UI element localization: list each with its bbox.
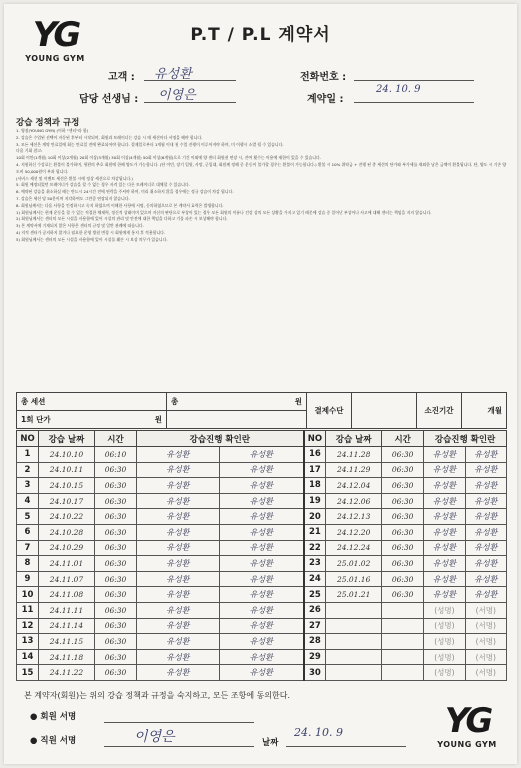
- session-no: 30: [304, 665, 326, 681]
- trainer-signature: 유성환: [219, 462, 303, 478]
- policy-item: 10회 이만(1개월) 10회 이상(2개월) 20회 이상(3개월) 30회 이상(4개월) 50회 이상(6개월)으로 기간 이외에 양 센터 회원권 연장 시, 잔여 횟수는 이용에 제한이 있을 수 있습니다.: [16, 155, 321, 161]
- customer-value: 유성환: [154, 67, 192, 82]
- session-date: 24.11.08: [39, 587, 95, 603]
- session-date: 24.11.15: [39, 634, 95, 650]
- session-time: [382, 649, 424, 665]
- date-line: [286, 746, 406, 747]
- trainer-label: 담당 선생님 :: [79, 94, 139, 105]
- member-signature: (성명): [424, 602, 465, 618]
- session-date: 24.11.22: [39, 665, 95, 681]
- member-signature: (성명): [424, 649, 465, 665]
- member-signature: 유성환: [424, 478, 465, 494]
- policy-text: [16, 128, 508, 244]
- member-signature: (성명): [424, 618, 465, 634]
- trainer-signature: 유성환: [219, 649, 303, 665]
- session-no: 6: [17, 524, 39, 540]
- phone-line: [354, 80, 474, 81]
- session-time: 06:30: [382, 478, 424, 494]
- total-price-cell: [167, 393, 307, 411]
- header-date-right: 강습 날짜: [326, 431, 382, 447]
- trainer-signature: (서명): [465, 649, 506, 665]
- period-months-unit: 개월: [462, 393, 507, 429]
- member-signature: 유성환: [137, 571, 220, 587]
- policy-item: (서비스 세션 및 이벤트 세션은 환불 시에 정상 세션으로 차감됩니다.): [16, 175, 133, 181]
- session-no: 7: [17, 540, 39, 556]
- trainer-signature: 유성환: [465, 447, 506, 463]
- session-date: 24.10.22: [39, 509, 95, 525]
- session-time: 06:30: [95, 509, 137, 525]
- session-date: 24.12.06: [326, 493, 382, 509]
- footer-brand-logo: [434, 701, 500, 749]
- table-row: [17, 602, 507, 618]
- member-signature: 유성환: [137, 587, 220, 603]
- session-date: 24.10.17: [39, 493, 95, 509]
- header-date-left: 강습 날짜: [39, 431, 95, 447]
- policy-item: 2. 강습은 수업된 선택이 자동된 후부터 시작되며, 회원과 트레이너는 강습 시 매 세션마다 서명을 해야 합니다.: [16, 134, 203, 140]
- member-sign-line: [104, 722, 254, 723]
- session-time: 06:30: [95, 540, 137, 556]
- member-signature: 유성환: [137, 618, 220, 634]
- session-time: 06:30: [95, 602, 137, 618]
- session-no: 24: [304, 571, 326, 587]
- table-row: [17, 587, 507, 603]
- session-time: [382, 634, 424, 650]
- period-label: 소진기간: [417, 393, 462, 429]
- member-signature: 유성환: [424, 493, 465, 509]
- session-time: 06:30: [95, 524, 137, 540]
- session-time: 06:30: [382, 556, 424, 572]
- trainer-signature: 유성환: [219, 540, 303, 556]
- session-no: 18: [304, 478, 326, 494]
- session-time: 06:30: [95, 493, 137, 509]
- policy-item: 1. 영짐(YOUNG GYM) (이하 "센터"라 함): [16, 128, 89, 133]
- table-row: [17, 665, 507, 681]
- trainer-signature: 유성환: [465, 493, 506, 509]
- session-time: 06:30: [95, 571, 137, 587]
- session-no: 15: [17, 665, 39, 681]
- trainer-signature: (서명): [465, 665, 506, 681]
- header-no-left: NO: [17, 431, 39, 447]
- session-no: 23: [304, 556, 326, 572]
- policy-item: 7. 강습은 세션 당 50분이며 지각하여도 그만큼 연장되지 않습니다.: [16, 195, 130, 201]
- session-time: 06:30: [382, 447, 424, 463]
- table-row: [17, 634, 507, 650]
- member-signature: 유성환: [137, 602, 220, 618]
- session-no: 4: [17, 493, 39, 509]
- policy-item: 1) 회원님께서는 현재 운동을 할 수 있는 적절한 체제력, 정신적 상태이며 있으며 자신의 판단으로 부상이 있는 경우 모든 회원의 이유나 건강 상의 모든 상황을 가지고 있기 때문에 강습 중 일어난 부상이나 사고에 대해 센터는 책임을 지지 않습니다.: [16, 209, 432, 215]
- staff-sign-line: [104, 746, 254, 747]
- session-date: [326, 665, 382, 681]
- policy-item: 5) 회원님께서는 센터의 모든 시설을 사용함에 있어 시설물 훼손 시 보상 의무가 있습니다.: [16, 236, 168, 242]
- table-row: [17, 649, 507, 665]
- member-signature: 유성환: [137, 540, 220, 556]
- session-date: 24.10.15: [39, 478, 95, 494]
- session-time: 06:30: [95, 649, 137, 665]
- session-date: 24.11.11: [39, 602, 95, 618]
- session-no: 12: [17, 618, 39, 634]
- payment-method-label: 결제수단: [307, 393, 352, 429]
- session-no: 20: [304, 509, 326, 525]
- session-date: [326, 618, 382, 634]
- unit-price-label: 1회 단가: [21, 415, 51, 424]
- session-time: 06:30: [95, 462, 137, 478]
- policy-item: 4) 지적 센터가 공지하지 않거나 필요한 운영 방침 변경 시 회원에게 통지 후 적용합니다.: [16, 229, 166, 235]
- contract-date-value: 24. 10. 9: [376, 84, 421, 95]
- session-date: 24.11.07: [39, 571, 95, 587]
- session-no: 14: [17, 649, 39, 665]
- policy-item: 8. 회원님께서는 다음 사항을 인정하시고 숙지 하였으며 이해한 사항에 서명, 동의하였으므로 본 계약서 효력은 발생합니다.: [16, 202, 224, 208]
- trainer-signature: 유성환: [219, 571, 303, 587]
- member-signature: 유성환: [424, 571, 465, 587]
- header-time-left: 시간: [95, 431, 137, 447]
- policy-item: 다음 기회 참고:: [16, 148, 43, 154]
- session-no: 3: [17, 478, 39, 494]
- unit-price-blank: [167, 411, 307, 429]
- contract-page: [4, 4, 517, 764]
- session-time: [382, 618, 424, 634]
- brand-mark: YG: [32, 15, 78, 55]
- policy-item: 5. 회원 예정되었던 트레이너가 강습을 할 수 없는 경우 자격 있는 다른 트레이너로 대체할 수 있습니다.: [16, 182, 190, 188]
- session-date: 24.11.14: [39, 618, 95, 634]
- policy-item: 4. 지원하신 수강료는 환불이 불가하며, 형편의 추호 회원에 한해 양도가 가능합니다. (단 이민, 장기 입원, 사망, 군입대, 회원께 정해 중 운동이 불가할 경우는 환불이 가능합니다.) 환불 시 10% 위약금 + 진행 된 총 세션의 단가와 부가세를 제외한 남은 금액이 환불됩니다. 단, 양도 시 기존 양도비 50,000원이 부과 됩니다.: [16, 161, 507, 174]
- session-date: 25.01.16: [326, 571, 382, 587]
- trainer-signature: 유성환: [465, 478, 506, 494]
- table-row: [17, 462, 507, 478]
- trainer-signature: 유성환: [465, 509, 506, 525]
- date-value: 24. 10. 9: [294, 726, 343, 739]
- session-no: 5: [17, 509, 39, 525]
- session-date: 24.10.11: [39, 462, 95, 478]
- brand-name: YOUNG GYM: [25, 54, 85, 63]
- policy-item: 2) 회원님께서는 센터의 모든 시설을 사용함에 있어 시설의 관리 및 안전에 대한 책임을 다하고 기물 파손 시 보상해야 합니다.: [16, 216, 228, 222]
- phone-label: 전화번호 :: [300, 72, 347, 83]
- member-signature: 유성환: [424, 509, 465, 525]
- session-date: 24.12.24: [326, 540, 382, 556]
- member-signature: 유성환: [424, 556, 465, 572]
- customer-label: 고객 :: [108, 72, 135, 83]
- member-signature: (성명): [424, 665, 465, 681]
- session-date: 24.12.20: [326, 524, 382, 540]
- session-time: 06:30: [95, 634, 137, 650]
- session-time: 06:30: [382, 493, 424, 509]
- session-date: 24.10.29: [39, 540, 95, 556]
- session-no: 29: [304, 649, 326, 665]
- table-row: [17, 571, 507, 587]
- session-no: 27: [304, 618, 326, 634]
- agreement-text: 본 계약자(회원)는 위의 강습 정책과 규정을 숙지하고, 모든 조항에 동의한다.: [24, 691, 291, 700]
- session-time: 06:30: [382, 540, 424, 556]
- footer-brand-name: YOUNG GYM: [437, 740, 497, 749]
- trainer-signature: 유성환: [219, 509, 303, 525]
- contract-date-label: 계약일 :: [307, 94, 344, 105]
- table-row: [17, 540, 507, 556]
- policy-item: 6. 예약된 강습을 취소하실 때는 반드시 24시간 전에 연락을 주셔야 하며, 미리 취소하지 않을 경우에는 정규 강습이 차감 됩니다.: [16, 189, 234, 195]
- trainer-signature: 유성환: [219, 493, 303, 509]
- member-signature: 유성환: [137, 649, 220, 665]
- session-no: 17: [304, 462, 326, 478]
- trainer-signature: 유성환: [219, 447, 303, 463]
- session-time: [382, 665, 424, 681]
- session-no: 22: [304, 540, 326, 556]
- staff-sign-value: 이영은: [134, 729, 175, 745]
- session-date: 24.12.13: [326, 509, 382, 525]
- session-time: 06:30: [95, 618, 137, 634]
- member-signature: 유성환: [137, 478, 220, 494]
- member-signature: (성명): [424, 634, 465, 650]
- session-date: 25.01.02: [326, 556, 382, 572]
- session-time: [382, 602, 424, 618]
- session-time: 06:10: [95, 447, 137, 463]
- session-date: 25.01.21: [326, 587, 382, 603]
- contract-date-line: [354, 102, 474, 103]
- sessions-body: [17, 447, 507, 681]
- table-row: [17, 509, 507, 525]
- session-no: 13: [17, 634, 39, 650]
- session-date: [326, 602, 382, 618]
- staff-sign-label: ● 직원 서명: [30, 736, 77, 746]
- total-won-unit: 원: [294, 397, 302, 406]
- header-no-right: NO: [304, 431, 326, 447]
- policy-item: 3) 본 계약서에 기재되지 않은 사항은 센터의 규정 및 일반 관례에 따릅니다.: [16, 223, 144, 229]
- trainer-signature: 유성환: [219, 634, 303, 650]
- session-date: [326, 649, 382, 665]
- session-time: 06:30: [95, 665, 137, 681]
- trainer-signature: 유성환: [219, 556, 303, 572]
- trainer-signature: 유성환: [465, 540, 506, 556]
- member-signature: 유성환: [137, 634, 220, 650]
- trainer-value: 이영은: [158, 88, 196, 103]
- trainer-signature: 유성환: [219, 478, 303, 494]
- trainer-signature: 유성환: [219, 602, 303, 618]
- trainer-signature: 유성환: [219, 524, 303, 540]
- member-signature: 유성환: [424, 540, 465, 556]
- session-no: 28: [304, 634, 326, 650]
- session-time: 06:30: [95, 587, 137, 603]
- total-sessions-cell: [17, 393, 167, 411]
- table-row: [17, 618, 507, 634]
- member-signature: 유성환: [424, 462, 465, 478]
- total-label: 총: [171, 397, 179, 406]
- trainer-signature: (서명): [465, 602, 506, 618]
- member-signature: 유성환: [137, 509, 220, 525]
- member-signature: 유성환: [424, 587, 465, 603]
- table-row: [17, 447, 507, 463]
- session-time: 06:30: [382, 571, 424, 587]
- header-time-right: 시간: [382, 431, 424, 447]
- session-date: 24.11.28: [326, 447, 382, 463]
- session-date: [326, 634, 382, 650]
- unit-price-won: 원: [154, 415, 162, 424]
- session-time: 06:30: [382, 524, 424, 540]
- date-label: 날짜: [262, 738, 279, 748]
- page-title: P.T / P.L 계약서: [190, 25, 331, 45]
- sessions-table: [16, 430, 507, 681]
- customer-line: [144, 80, 236, 81]
- session-no: 21: [304, 524, 326, 540]
- session-time: 06:30: [382, 587, 424, 603]
- session-no: 9: [17, 571, 39, 587]
- session-no: 10: [17, 587, 39, 603]
- session-no: 16: [304, 447, 326, 463]
- table-row: [17, 556, 507, 572]
- table-row: [17, 524, 507, 540]
- table-row: [17, 478, 507, 494]
- session-date: 24.10.28: [39, 524, 95, 540]
- trainer-signature: 유성환: [219, 618, 303, 634]
- member-sign-label: ● 회원 서명: [30, 712, 77, 722]
- sessions-header-row: [17, 431, 507, 447]
- session-date: 24.11.18: [39, 649, 95, 665]
- total-sessions-label: 총 세션: [21, 397, 46, 406]
- session-no: 19: [304, 493, 326, 509]
- session-time: 06:30: [95, 556, 137, 572]
- payment-method-value: [352, 393, 417, 429]
- header-confirm-right: 강습진행 확인란: [424, 431, 507, 447]
- trainer-signature: 유성환: [465, 524, 506, 540]
- trainer-signature: 유성환: [465, 556, 506, 572]
- member-signature: 유성환: [424, 447, 465, 463]
- member-signature: 유성환: [137, 556, 220, 572]
- policy-item: 3. 모든 세션은 계약 만료일에 회는 만료일 전에 완료되어야 합니다. 결제일로부터 1개월 이내 첫 수업 진행이 이루어져야 하며, 미 이행시 소멸 될 수 있습니다.: [16, 141, 284, 147]
- session-date: 24.11.01: [39, 556, 95, 572]
- session-date: 24.11.29: [326, 462, 382, 478]
- trainer-signature: 유성환: [219, 587, 303, 603]
- header-confirm-left: 강습진행 확인란: [137, 431, 304, 447]
- trainer-signature: (서명): [465, 618, 506, 634]
- member-signature: 유성환: [137, 524, 220, 540]
- policy-title: 강습 정책과 규정: [16, 118, 80, 128]
- session-no: 26: [304, 602, 326, 618]
- session-date: 24.12.04: [326, 478, 382, 494]
- unit-price-cell: [17, 411, 167, 429]
- session-no: 11: [17, 602, 39, 618]
- trainer-signature: 유성환: [465, 462, 506, 478]
- session-time: 06:30: [382, 462, 424, 478]
- member-signature: 유성환: [424, 524, 465, 540]
- session-time: 06:30: [382, 509, 424, 525]
- session-no: 1: [17, 447, 39, 463]
- member-signature: 유성환: [137, 447, 220, 463]
- trainer-signature: (서명): [465, 634, 506, 650]
- summary-table: [16, 392, 507, 429]
- session-no: 8: [17, 556, 39, 572]
- trainer-signature: 유성환: [219, 665, 303, 681]
- footer-brand-mark: YG: [444, 701, 490, 741]
- table-row: [17, 493, 507, 509]
- session-time: 06:30: [95, 478, 137, 494]
- trainer-signature: 유성환: [465, 587, 506, 603]
- session-no: 25: [304, 587, 326, 603]
- trainer-signature: 유성환: [465, 571, 506, 587]
- member-signature: 유성환: [137, 462, 220, 478]
- session-no: 2: [17, 462, 39, 478]
- trainer-line: [144, 102, 236, 103]
- member-signature: 유성환: [137, 493, 220, 509]
- member-signature: 유성환: [137, 665, 220, 681]
- session-date: 24.10.10: [39, 447, 95, 463]
